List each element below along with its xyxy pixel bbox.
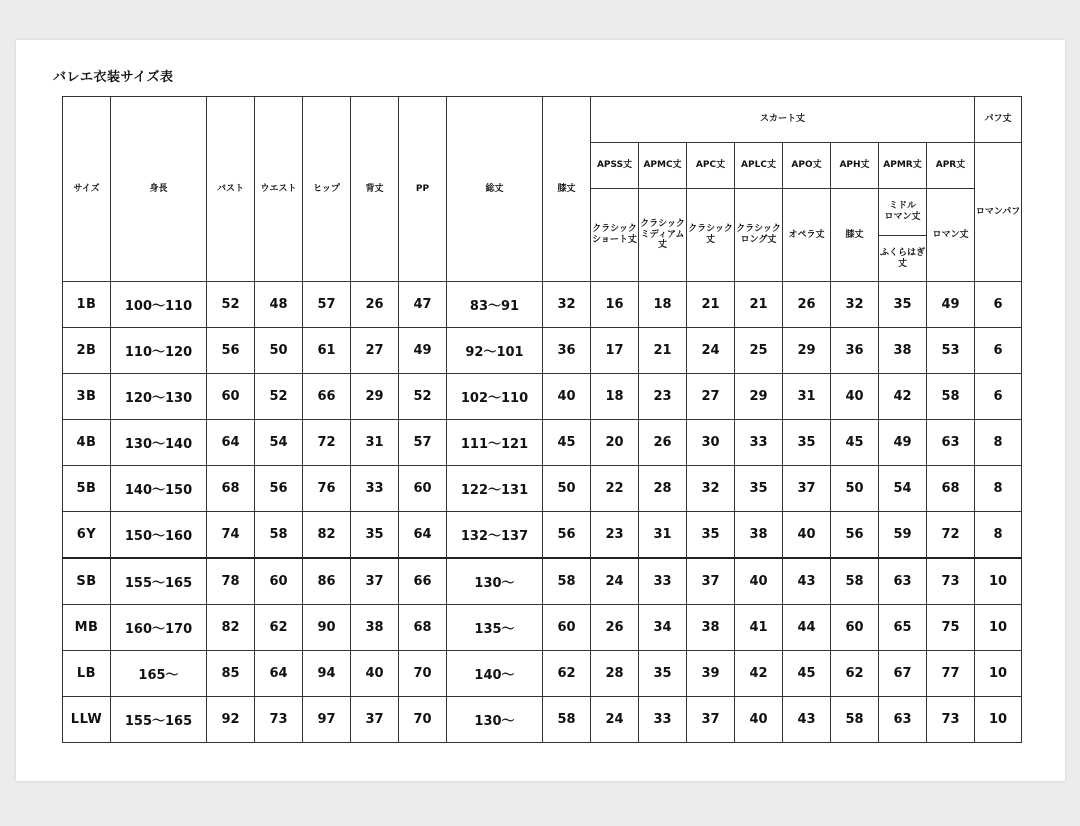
table-cell: 92〜101 [447,328,543,374]
table-row [63,466,1022,512]
table-body [63,282,1022,743]
table-cell: 68 [207,466,255,512]
table-cell: 47 [399,282,447,328]
table-cell: 140〜 [447,651,543,697]
table-cell: 135〜 [447,605,543,651]
table-cell: 165〜 [111,651,207,697]
table-cell: 27 [351,328,399,374]
table-cell: 44 [783,605,831,651]
table-cell: 26 [351,282,399,328]
table-cell: 40 [351,651,399,697]
table-cell: 56 [255,466,303,512]
table-cell: 8 [975,420,1022,466]
table-cell: 74 [207,512,255,559]
table-cell: 90 [303,605,351,651]
table-cell: 24 [591,558,639,605]
table-cell: 61 [303,328,351,374]
table-cell: 32 [831,282,879,328]
header-back-length: 背丈 [351,97,399,282]
table-cell: 83〜91 [447,282,543,328]
header-skirt-code: APMR丈 [879,143,927,189]
header-skirt-code: APH丈 [831,143,879,189]
table-cell: 37 [687,697,735,743]
table-cell: 62 [543,651,591,697]
table-row [63,697,1022,743]
table-cell: 82 [303,512,351,559]
table-row [63,651,1022,697]
table-cell: 155〜165 [111,558,207,605]
table-row [63,328,1022,374]
table-cell: 17 [591,328,639,374]
table-cell: 155〜165 [111,697,207,743]
table-row [63,605,1022,651]
table-cell: 111〜121 [447,420,543,466]
table-cell: 66 [303,374,351,420]
header-bust: バスト [207,97,255,282]
table-cell: 86 [303,558,351,605]
table-cell: 130〜 [447,558,543,605]
table-cell: 6 [975,374,1022,420]
table-cell: 16 [591,282,639,328]
table-header [63,97,1022,282]
table-cell: 40 [543,374,591,420]
table-cell: 18 [591,374,639,420]
table-cell: 67 [879,651,927,697]
table-cell: 72 [303,420,351,466]
table-cell: 28 [591,651,639,697]
table-cell: 20 [591,420,639,466]
table-cell: 27 [687,374,735,420]
table-cell: 29 [735,374,783,420]
header-skirt-code: APR丈 [927,143,975,189]
table-cell: 52 [207,282,255,328]
table-cell: 73 [927,697,975,743]
table-cell: 35 [735,466,783,512]
table-cell: 42 [735,651,783,697]
table-cell: 60 [831,605,879,651]
header-skirt-name-aplc: クラシック ロング丈 [735,189,783,282]
table-cell: 54 [255,420,303,466]
table-cell: 73 [255,697,303,743]
table-cell: 58 [255,512,303,559]
header-waist: ウエスト [255,97,303,282]
table-cell: 56 [831,512,879,559]
size-label-cell: 3B [63,374,111,420]
size-label-cell: 1B [63,282,111,328]
table-cell: 40 [735,558,783,605]
table-cell: 33 [639,558,687,605]
table-cell: 94 [303,651,351,697]
table-cell: 102〜110 [447,374,543,420]
table-cell: 53 [927,328,975,374]
table-cell: 43 [783,558,831,605]
table-cell: 43 [783,697,831,743]
table-cell: 49 [927,282,975,328]
table-cell: 25 [735,328,783,374]
table-cell: 75 [927,605,975,651]
table-cell: 100〜110 [111,282,207,328]
table-cell: 37 [783,466,831,512]
header-knee-length: 膝丈 [543,97,591,282]
table-cell: 66 [399,558,447,605]
table-cell: 39 [687,651,735,697]
table-cell: 33 [639,697,687,743]
table-cell: 29 [351,374,399,420]
header-skirt-code: APLC丈 [735,143,783,189]
table-cell: 58 [831,697,879,743]
table-cell: 31 [351,420,399,466]
table-cell: 60 [255,558,303,605]
table-cell: 58 [927,374,975,420]
table-cell: 76 [303,466,351,512]
table-cell: 35 [783,420,831,466]
table-cell: 6 [975,282,1022,328]
table-cell: 45 [831,420,879,466]
table-cell: 33 [351,466,399,512]
table-cell: 52 [255,374,303,420]
table-cell: 50 [255,328,303,374]
header-hip: ヒップ [303,97,351,282]
table-cell: 52 [399,374,447,420]
table-cell: 85 [207,651,255,697]
table-cell: 132〜137 [447,512,543,559]
table-cell: 77 [927,651,975,697]
table-cell: 63 [879,558,927,605]
table-cell: 23 [639,374,687,420]
table-cell: 37 [351,558,399,605]
table-cell: 41 [735,605,783,651]
table-cell: 28 [639,466,687,512]
table-cell: 29 [783,328,831,374]
table-cell: 26 [783,282,831,328]
table-cell: 24 [591,697,639,743]
table-cell: 36 [831,328,879,374]
header-skirt-name-aph: 膝丈 [831,189,879,282]
table-cell: 21 [639,328,687,374]
table-cell: 63 [879,697,927,743]
table-cell: 73 [927,558,975,605]
table-cell: 130〜 [447,697,543,743]
table-cell: 120〜130 [111,374,207,420]
table-cell: 160〜170 [111,605,207,651]
table-cell: 140〜150 [111,466,207,512]
table-cell: 48 [255,282,303,328]
table-cell: 65 [879,605,927,651]
table-cell: 40 [783,512,831,559]
table-cell: 37 [351,697,399,743]
header-roman-puff: ロマンパフ [975,143,1022,282]
table-cell: 36 [543,328,591,374]
table-cell: 56 [207,328,255,374]
header-skirt-name-apss: クラシック ショート丈 [591,189,639,282]
table-cell: 21 [687,282,735,328]
table-cell: 38 [351,605,399,651]
table-cell: 35 [351,512,399,559]
table-cell: 8 [975,466,1022,512]
table-cell: 26 [639,420,687,466]
size-label-cell: LB [63,651,111,697]
table-cell: 58 [543,697,591,743]
table-cell: 150〜160 [111,512,207,559]
table-cell: 26 [591,605,639,651]
table-cell: 97 [303,697,351,743]
table-cell: 78 [207,558,255,605]
table-cell: 21 [735,282,783,328]
table-cell: 57 [303,282,351,328]
table-cell: 38 [735,512,783,559]
table-cell: 122〜131 [447,466,543,512]
table-cell: 24 [687,328,735,374]
table-cell: 42 [879,374,927,420]
table-cell: 68 [399,605,447,651]
header-skirt-name-apo: オペラ丈 [783,189,831,282]
table-cell: 92 [207,697,255,743]
table-cell: 10 [975,605,1022,651]
header-skirt-name-apc: クラシック丈 [687,189,735,282]
header-puff-group: パフ丈 [975,97,1022,143]
header-skirt-code: APMC丈 [639,143,687,189]
table-cell: 32 [687,466,735,512]
table-cell: 54 [879,466,927,512]
table-cell: 40 [735,697,783,743]
table-cell: 63 [927,420,975,466]
table-cell: 22 [591,466,639,512]
table-cell: 64 [255,651,303,697]
table-cell: 50 [543,466,591,512]
page-title: バレエ衣装サイズ表 [53,70,174,85]
table-cell: 34 [639,605,687,651]
table-cell: 31 [639,512,687,559]
table-row [63,282,1022,328]
table-cell: 35 [639,651,687,697]
size-label-cell: 2B [63,328,111,374]
table-cell: 45 [543,420,591,466]
table-cell: 33 [735,420,783,466]
table-cell: 38 [687,605,735,651]
table-cell: 60 [207,374,255,420]
table-cell: 30 [687,420,735,466]
size-label-cell: LLW [63,697,111,743]
table-cell: 58 [831,558,879,605]
table-cell: 110〜120 [111,328,207,374]
header-skirt-group: スカート丈 [591,97,975,143]
table-cell: 62 [255,605,303,651]
table-cell: 59 [879,512,927,559]
header-skirt-name-apr: ロマン丈 [927,189,975,282]
table-cell: 58 [543,558,591,605]
table-cell: 8 [975,512,1022,559]
size-label-cell: SB [63,558,111,605]
table-cell: 40 [831,374,879,420]
header-skirt-name-apmr-bottom: ふくらはぎ丈 [879,236,927,282]
table-cell: 37 [687,558,735,605]
table-cell: 64 [207,420,255,466]
header-height: 身長 [111,97,207,282]
table-cell: 60 [543,605,591,651]
table-row [63,512,1022,559]
table-cell: 57 [399,420,447,466]
header-skirt-code: APO丈 [783,143,831,189]
table-cell: 60 [399,466,447,512]
table-cell: 56 [543,512,591,559]
table-cell: 10 [975,697,1022,743]
table-cell: 72 [927,512,975,559]
table-cell: 10 [975,558,1022,605]
table-row [63,420,1022,466]
size-label-cell: MB [63,605,111,651]
table-cell: 49 [879,420,927,466]
table-cell: 18 [639,282,687,328]
table-cell: 6 [975,328,1022,374]
header-pp: PP [399,97,447,282]
table-cell: 64 [399,512,447,559]
table-cell: 45 [783,651,831,697]
header-skirt-name-apmr-top: ミドル ロマン丈 [879,189,927,236]
header-skirt-code: APC丈 [687,143,735,189]
size-label-cell: 5B [63,466,111,512]
header-skirt-code: APSS丈 [591,143,639,189]
table-cell: 10 [975,651,1022,697]
table-cell: 32 [543,282,591,328]
table-cell: 49 [399,328,447,374]
table-cell: 70 [399,697,447,743]
header-skirt-name-apmc: クラシック ミディアム丈 [639,189,687,282]
table-cell: 23 [591,512,639,559]
table-cell: 70 [399,651,447,697]
table-row [63,374,1022,420]
table-cell: 35 [879,282,927,328]
size-label-cell: 6Y [63,512,111,559]
table-cell: 35 [687,512,735,559]
size-label-cell: 4B [63,420,111,466]
table-cell: 68 [927,466,975,512]
size-table [62,96,1022,743]
table-cell: 62 [831,651,879,697]
table-cell: 130〜140 [111,420,207,466]
table-cell: 82 [207,605,255,651]
table-cell: 31 [783,374,831,420]
table-cell: 50 [831,466,879,512]
header-total-length: 総丈 [447,97,543,282]
table-row [63,558,1022,605]
header-size: サイズ [63,97,111,282]
table-cell: 38 [879,328,927,374]
